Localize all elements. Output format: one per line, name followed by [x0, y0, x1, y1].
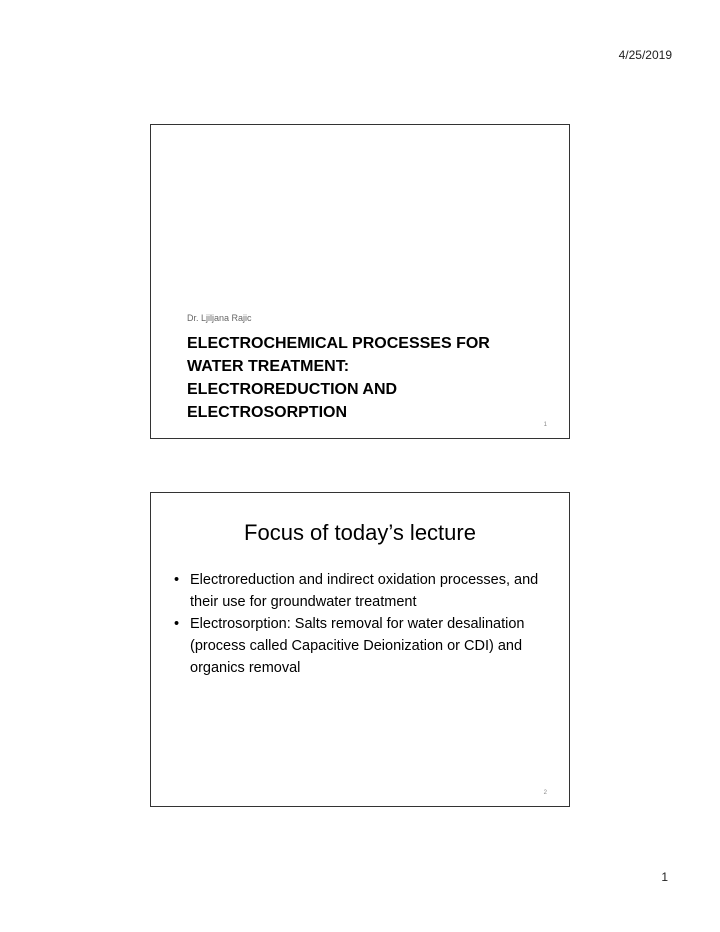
page-date: 4/25/2019	[618, 48, 672, 62]
slide-author: Dr. Ljiljana Rajic	[187, 313, 252, 323]
slide-number: 2	[543, 790, 547, 796]
slide-number: 1	[543, 422, 547, 428]
slide-title-line: ELECTROCHEMICAL PROCESSES FOR	[187, 335, 490, 352]
bullet-text: Electroreduction and indirect oxidation processes, and their use for groundwater treatment	[190, 572, 539, 610]
list-item	[171, 569, 556, 613]
title-slide	[150, 124, 570, 439]
focus-slide	[150, 492, 570, 807]
page-number: 1	[661, 870, 668, 884]
bullet-icon: •	[174, 572, 180, 588]
bullet-list	[171, 569, 556, 679]
bullet-icon: •	[174, 616, 180, 632]
slide-title-line: ELECTROSORPTION	[187, 404, 348, 421]
slide-title: Focus of today’s lecture	[244, 520, 476, 545]
list-item	[171, 613, 556, 679]
bullet-text: Electrosorption: Salts removal for water desalination (process called Capacitive Deionization or CDI) and organics removal	[190, 616, 525, 676]
slide-title-line: ELECTROREDUCTION AND	[187, 381, 398, 398]
slide-title	[187, 332, 527, 424]
slide-title-line: WATER TREATMENT:	[187, 358, 350, 375]
